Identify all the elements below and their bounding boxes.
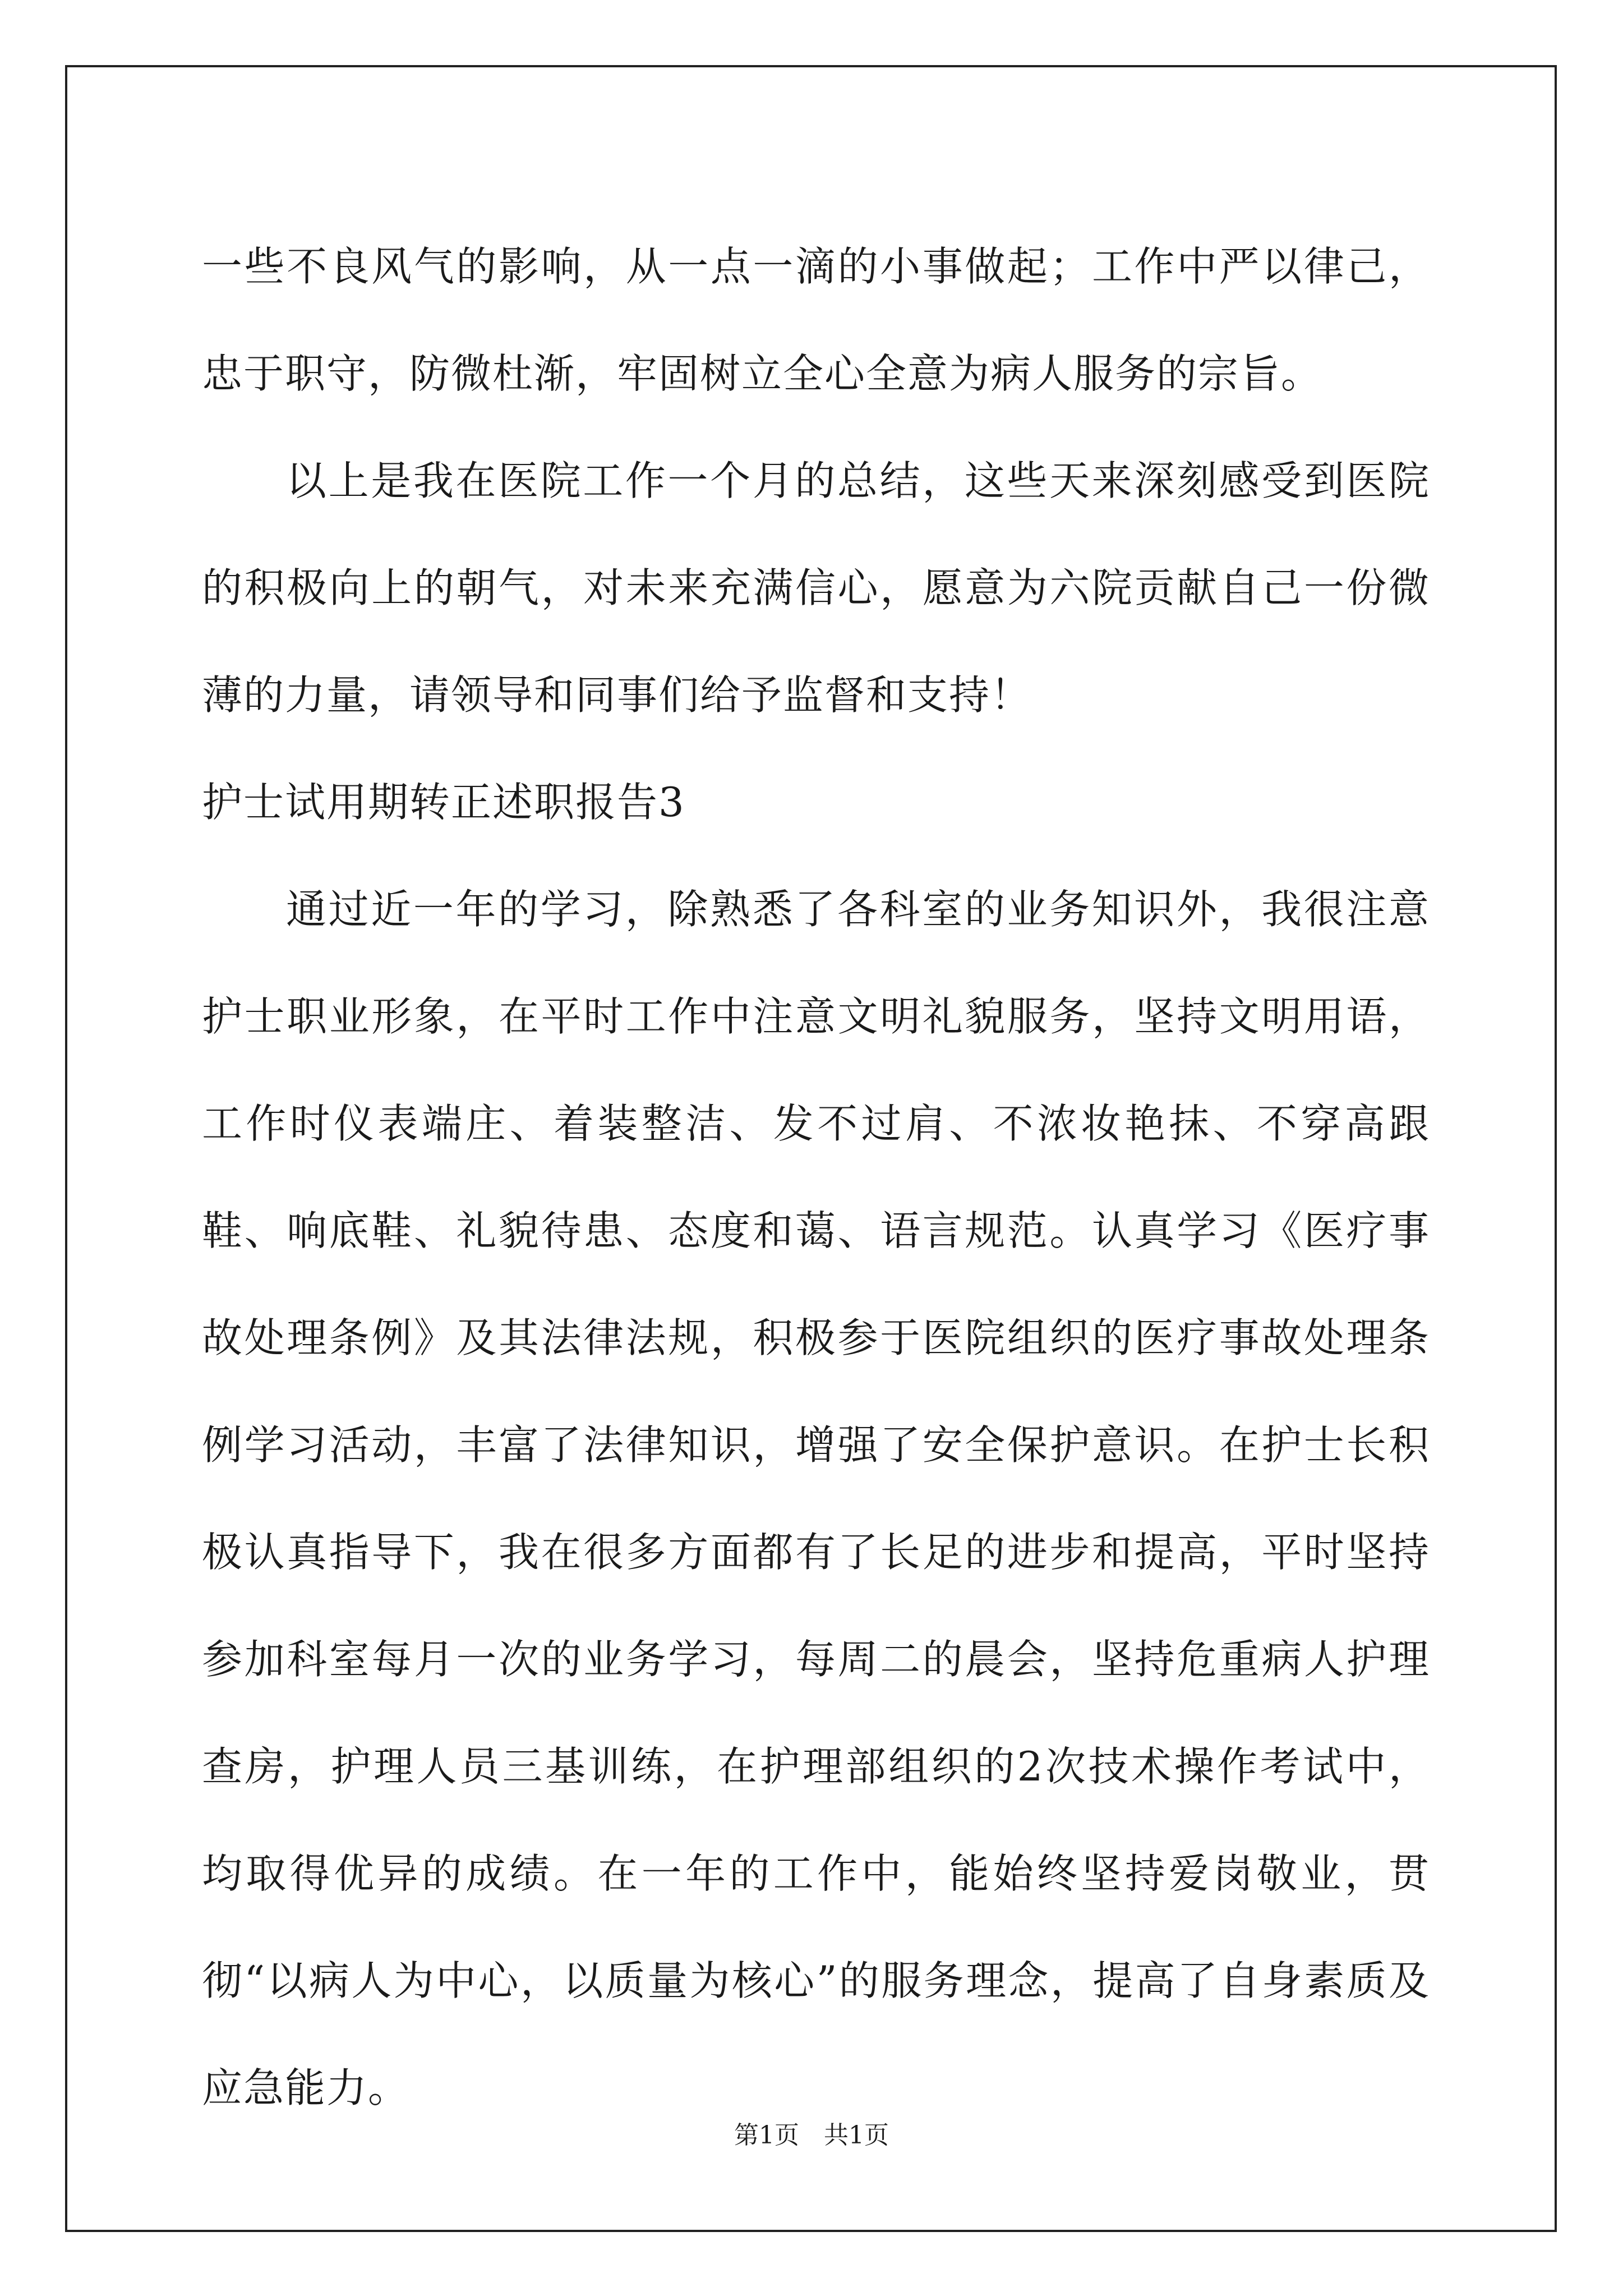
paragraph-continuation: 一些不良风气的影响，从一点一滴的小事做起；工作中严以律己，忠于职守，防微杜渐，牢固树立全心全意为病人服务的宗旨。	[202, 243, 1430, 397]
paragraph-report: 通过近一年的学习，除熟悉了各科室的业务知识外，我很注意护士职业形象，在平时工作中注意文明礼貌服务，坚持文明用语，工作时仪表端庄、着装整洁、发不过肩、不浓妆艳抹、不穿高跟鞋、响底鞋、礼貌待患、态度和蔼、语言规范。认真学习《医疗事故处理条例》及其法律法规，积极参于医院组织的医疗事故处理条例学习活动，丰富了法律知识，增强了安全保护意识。在护士长积极认真指导下，我在很多方面都有了长足的进步和提高，平时坚持参加科室每月一次的业务学习，每周二的晨会，坚持危重病人护理查房，护理人员三基训练，在护理部组织的2次技术操作考试中，均取得优异的成绩。在一年的工作中，能始终坚持爱岗敬业，贯彻“以病人为中心，以质量为核心”的服务理念，提高了自身素质及应急能力。	[202, 886, 1430, 2111]
paragraph-summary: 以上是我在医院工作一个月的总结，这些天来深刻感受到医院的积极向上的朝气，对未来充满信心，愿意为六院贡献自己一份微薄的力量，请领导和同事们给予监督和支持！	[202, 457, 1430, 719]
section-heading: 护士试用期转正述职报告3	[202, 779, 685, 826]
document-body	[202, 213, 1430, 2142]
page-footer: 第1页 共1页	[734, 2121, 889, 2150]
